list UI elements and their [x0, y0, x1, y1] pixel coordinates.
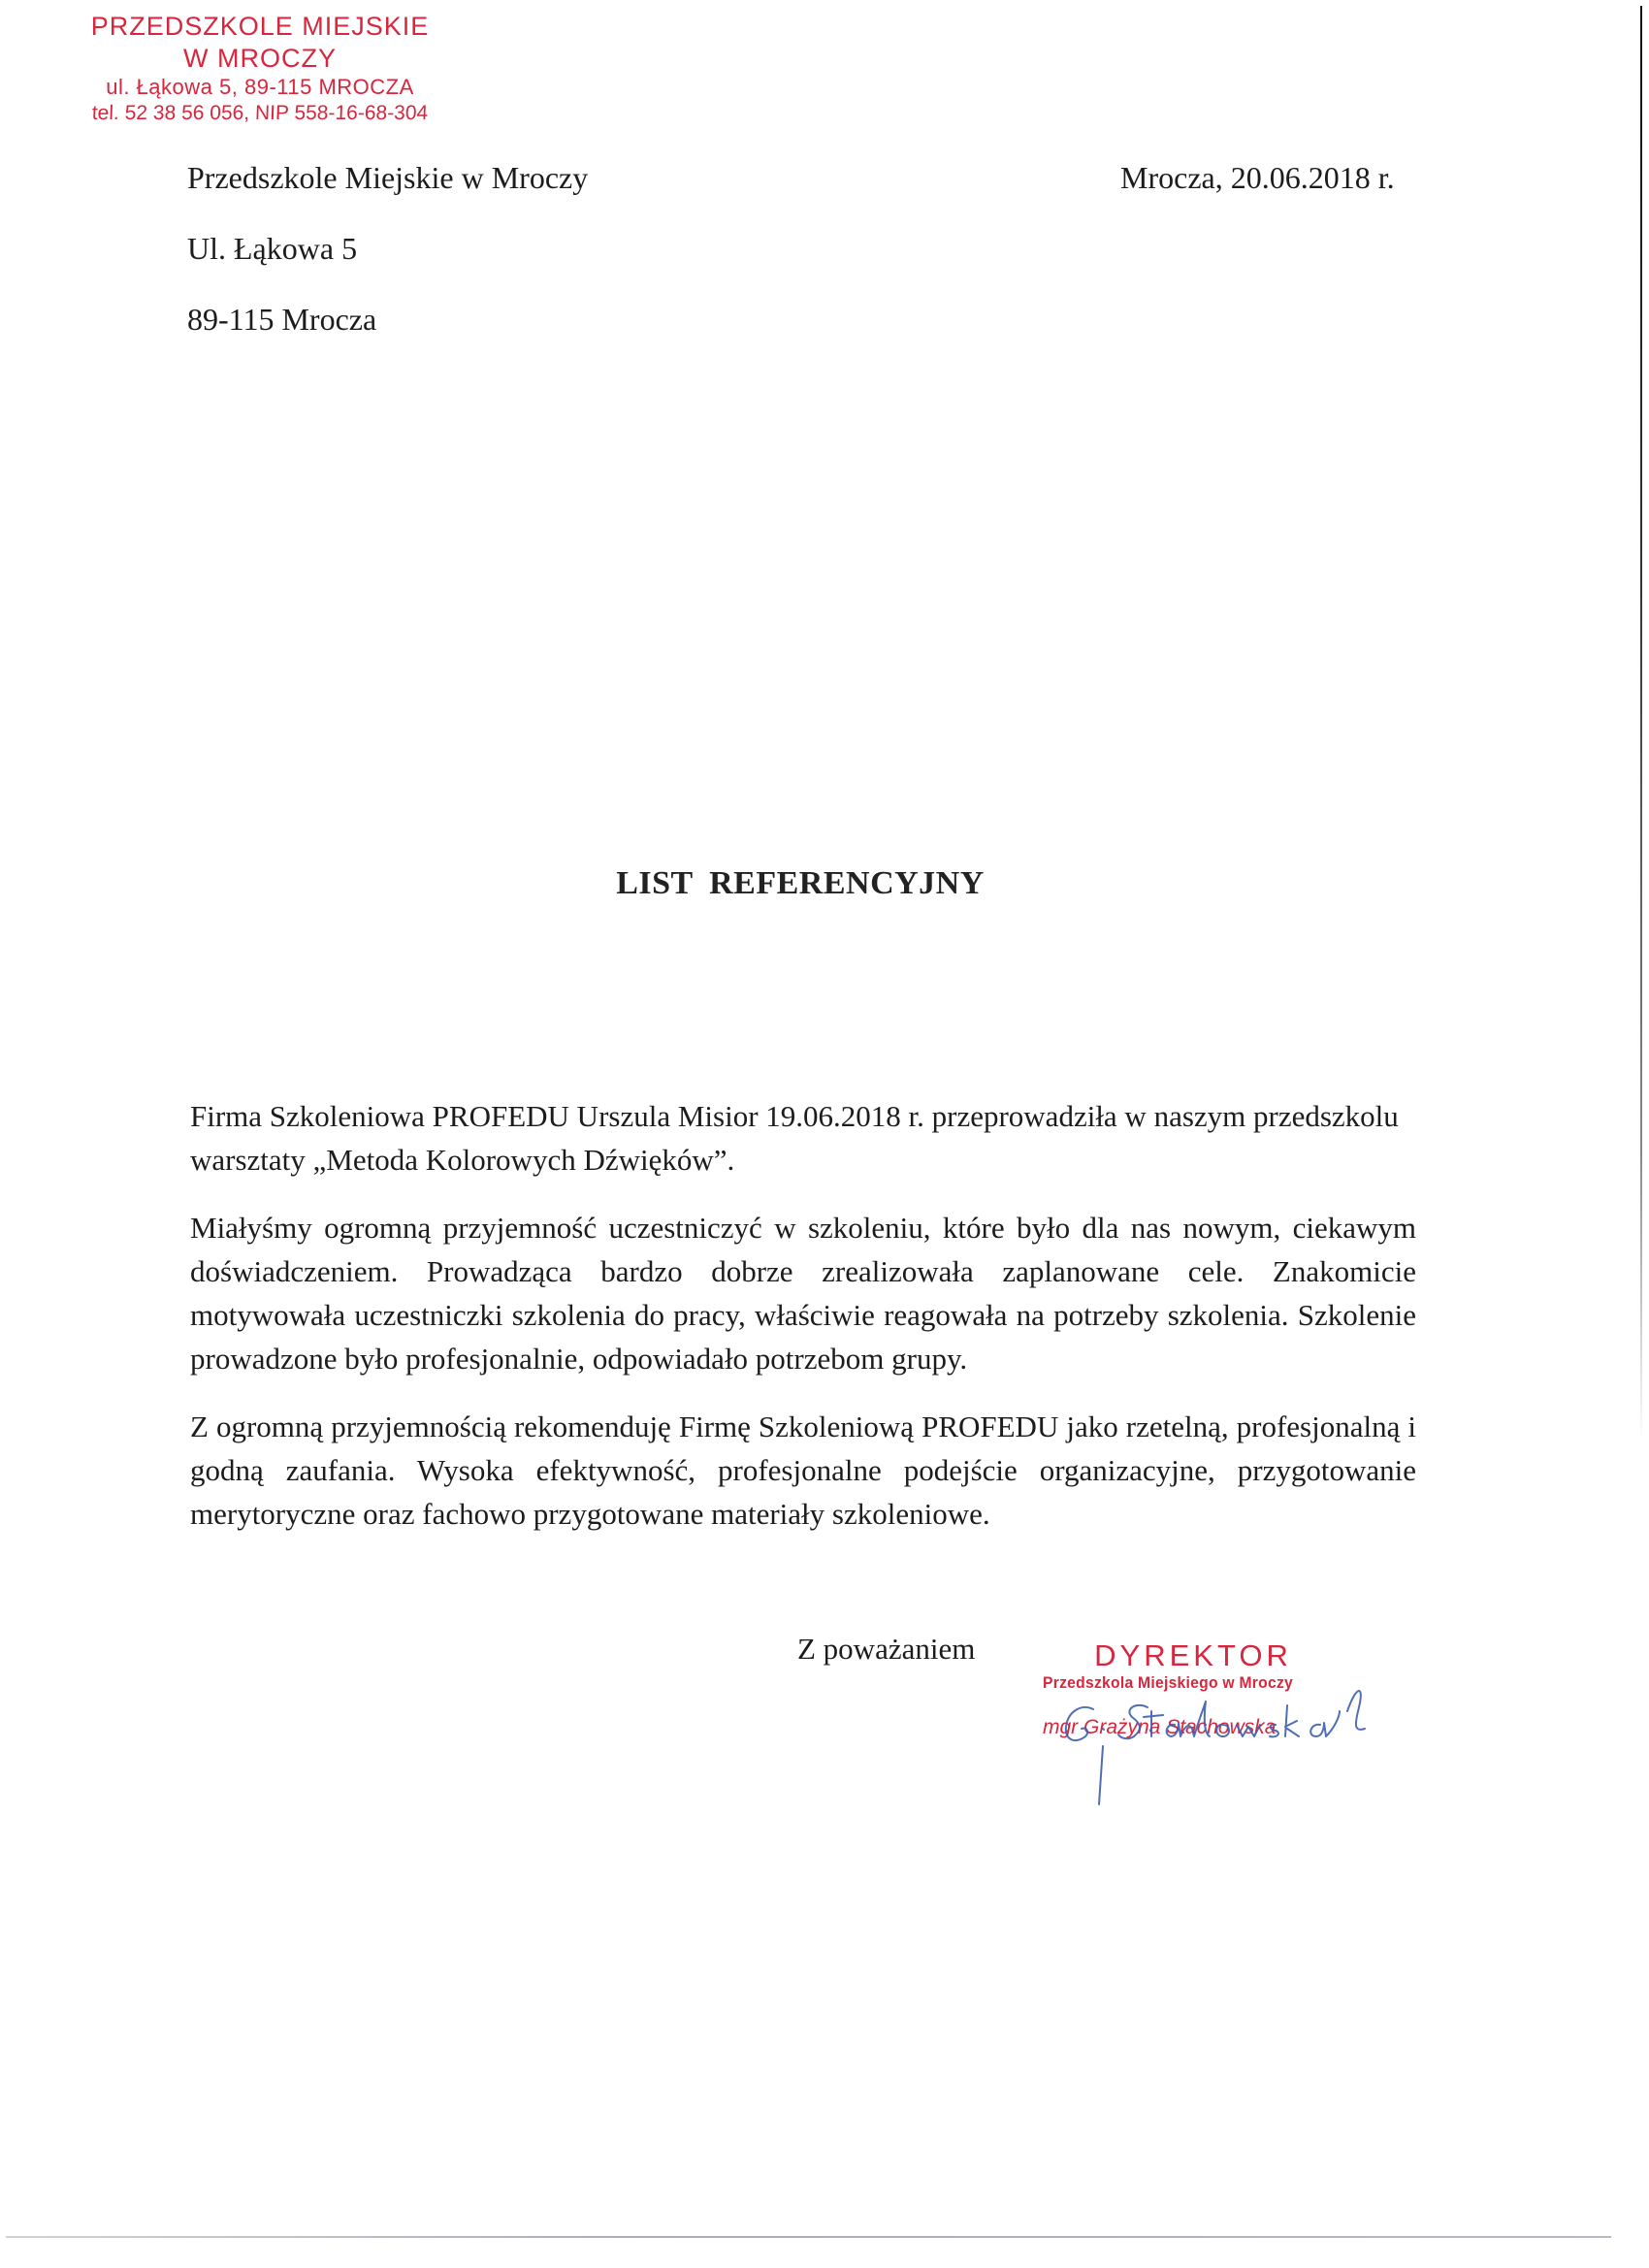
body-paragraph: Firma Szkoleniowa PROFEDU Urszula Misior 19.06.2018 r. przeprowadziła w naszym przedszkolu warsztaty „Metoda Kolorowych Dźwięków”. [190, 1099, 1399, 1177]
body-paragraph: Z ogromną przyjemnością rekomenduję Firmę Szkoleniową PROFEDU jako rzetelną, profesjonalną i godną zaufania. Wysoka efektywność, profesjonalne podejście organizacyjne, przygotowanie merytoryczne oraz fachowo przygotowane materiały szkoleniowe. [190, 1409, 1416, 1531]
letter-date: Mrocza, 20.06.2018 r. [1120, 160, 1395, 195]
institution-stamp [85, 10, 435, 126]
sender-street: Ul. Łąkowa 5 [187, 231, 358, 266]
letter-body [190, 1094, 1416, 1560]
director-stamp-title: DYREKTOR [1094, 1638, 1292, 1672]
director-stamp-institution: Przedszkola Miejskiego w Mroczy [1043, 1673, 1294, 1692]
scan-edge-line-horizontal [6, 2236, 1611, 2238]
handwritten-signature-icon [1043, 1669, 1392, 1814]
closing-salutation: Z poważaniem [797, 1632, 976, 1666]
stamp-line-contact: tel. 52 38 56 056, NIP 558-16-68-304 [91, 102, 429, 124]
body-paragraph: Miałyśmy ogromną przyjemność uczestniczyć w szkoleniu, które było dla nas nowym, ciekawym doświadczeniem. Prowadząca bardzo dobrze zrealizowała zaplanowane cele. Znakomicie motywowała uczestniczki szkolenia do pracy, właściwie reagowała na potrzeby szkolenia. Szkolenie prowadzone było profesjonalnie, odpowiadało potrzebom grupy. [190, 1211, 1416, 1376]
sender-name: Przedszkole Miejskie w Mroczy [187, 160, 589, 195]
stamp-line-address: ul. Łąkowa 5, 89-115 MROCZA [106, 75, 414, 99]
stamp-line-town: W MROCZY [183, 44, 337, 73]
stamp-line-name: PRZEDSZKOLE MIEJSKIE [90, 12, 430, 41]
sender-city: 89-115 Mrocza [187, 302, 377, 337]
scan-edge-line-vertical [1640, 6, 1642, 1442]
director-stamp-name: mgr Grażyna Stachowska [1043, 1716, 1277, 1738]
sender-address [187, 158, 588, 371]
document-title: LIST REFERENCYJNY [616, 865, 985, 901]
